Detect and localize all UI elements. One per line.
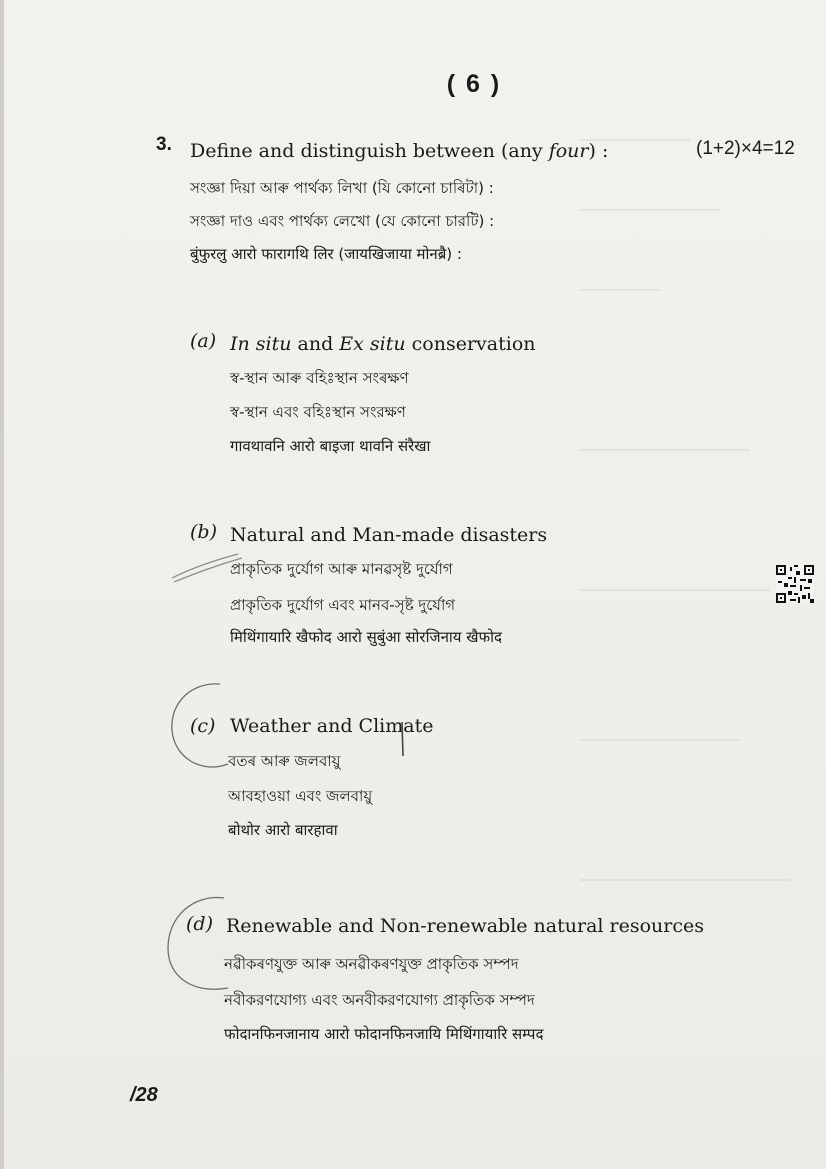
part-a-title-end: conservation: [405, 333, 536, 355]
part-a-title-mid: and: [291, 333, 340, 355]
part-a-assamese: স্ব-স্থান আৰু বহিঃস্থান সংৰক্ষণ: [230, 369, 409, 387]
question-text-emphasis: four: [548, 140, 589, 162]
part-c-assamese: বতৰ আৰু জলবায়ু: [228, 752, 341, 770]
part-a-title: [230, 333, 536, 355]
part-d-bengali: নবীকরণযোগ্য এবং অনবীকরণযোগ্য প্রাকৃতিক সম্পদ: [224, 991, 535, 1009]
bleed-through-texture: [570, 120, 800, 920]
part-a-bodo: गावथावनि आरो बाइजा थावनि संरैखा: [230, 437, 431, 455]
part-a-title-italic-1: In situ: [230, 333, 292, 355]
question-text-start: Define and distinguish between (any: [190, 140, 549, 162]
question-marks: (1+2)×4=12: [696, 138, 795, 159]
pencil-circle-d: [158, 890, 248, 1000]
part-c-bodo: बोथोर आरो बारहावा: [228, 821, 338, 839]
page-edge: [0, 0, 4, 1169]
part-b-title: Natural and Man-made disasters: [230, 524, 548, 546]
part-a-title-italic-2: Ex situ: [339, 333, 406, 355]
instruction-bodo: बुंफुरलु आरो फारागथि लिर (जायखिजाया मोनब्रै) :: [190, 245, 462, 263]
part-d-bodo: फोदानफिनजानाय आरो फोदानफिनजायि मिथिंगायारि सम्पद: [224, 1025, 544, 1043]
part-d-assamese: নৱীকৰণযুক্ত আৰু অনৱীকৰণযুক্ত প্ৰাকৃতিক সম্পদ: [224, 955, 519, 973]
page-number: ( 6 ): [446, 70, 502, 98]
part-b-bengali: প্রাকৃতিক দুর্যোগ এবং মানব-সৃষ্ট দুর্যোগ: [230, 596, 456, 614]
question-text: [190, 140, 608, 162]
part-c-bengali: আবহাওয়া এবং জলবায়ু: [228, 787, 373, 805]
part-d-title: Renewable and Non-renewable natural resources: [226, 915, 704, 937]
question-text-end: ) :: [588, 140, 609, 162]
part-d-label: (d): [186, 913, 213, 935]
instruction-assamese: সংজ্ঞা দিয়া আৰু পাৰ্থক্য লিখা (যি কোনো চাৰিটা) :: [190, 179, 494, 197]
part-b-label: (b): [190, 521, 217, 543]
qr-code-icon: [776, 565, 814, 603]
part-a-label: (a): [190, 330, 217, 352]
part-c-title: Weather and Climate: [230, 715, 434, 737]
part-a-bengali: স্ব-স্থান এবং বহিঃস্থান সংরক্ষণ: [230, 403, 406, 421]
part-b-bodo: मिथिंगायारि खैफोद आरो सुबुंआ सोरजिनाय खैफोद: [230, 628, 502, 646]
question-number: 3.: [156, 134, 172, 155]
part-c-label: (c): [190, 715, 216, 737]
part-b-assamese: প্ৰাকৃতিক দুৰ্যোগ আৰু মানৱসৃষ্ট দুৰ্যোগ: [230, 560, 453, 578]
page-code: /28: [130, 1084, 158, 1106]
instruction-bengali: সংজ্ঞা দাও এবং পার্থক্য লেখো (যে কোনো চারটি) :: [190, 212, 495, 230]
